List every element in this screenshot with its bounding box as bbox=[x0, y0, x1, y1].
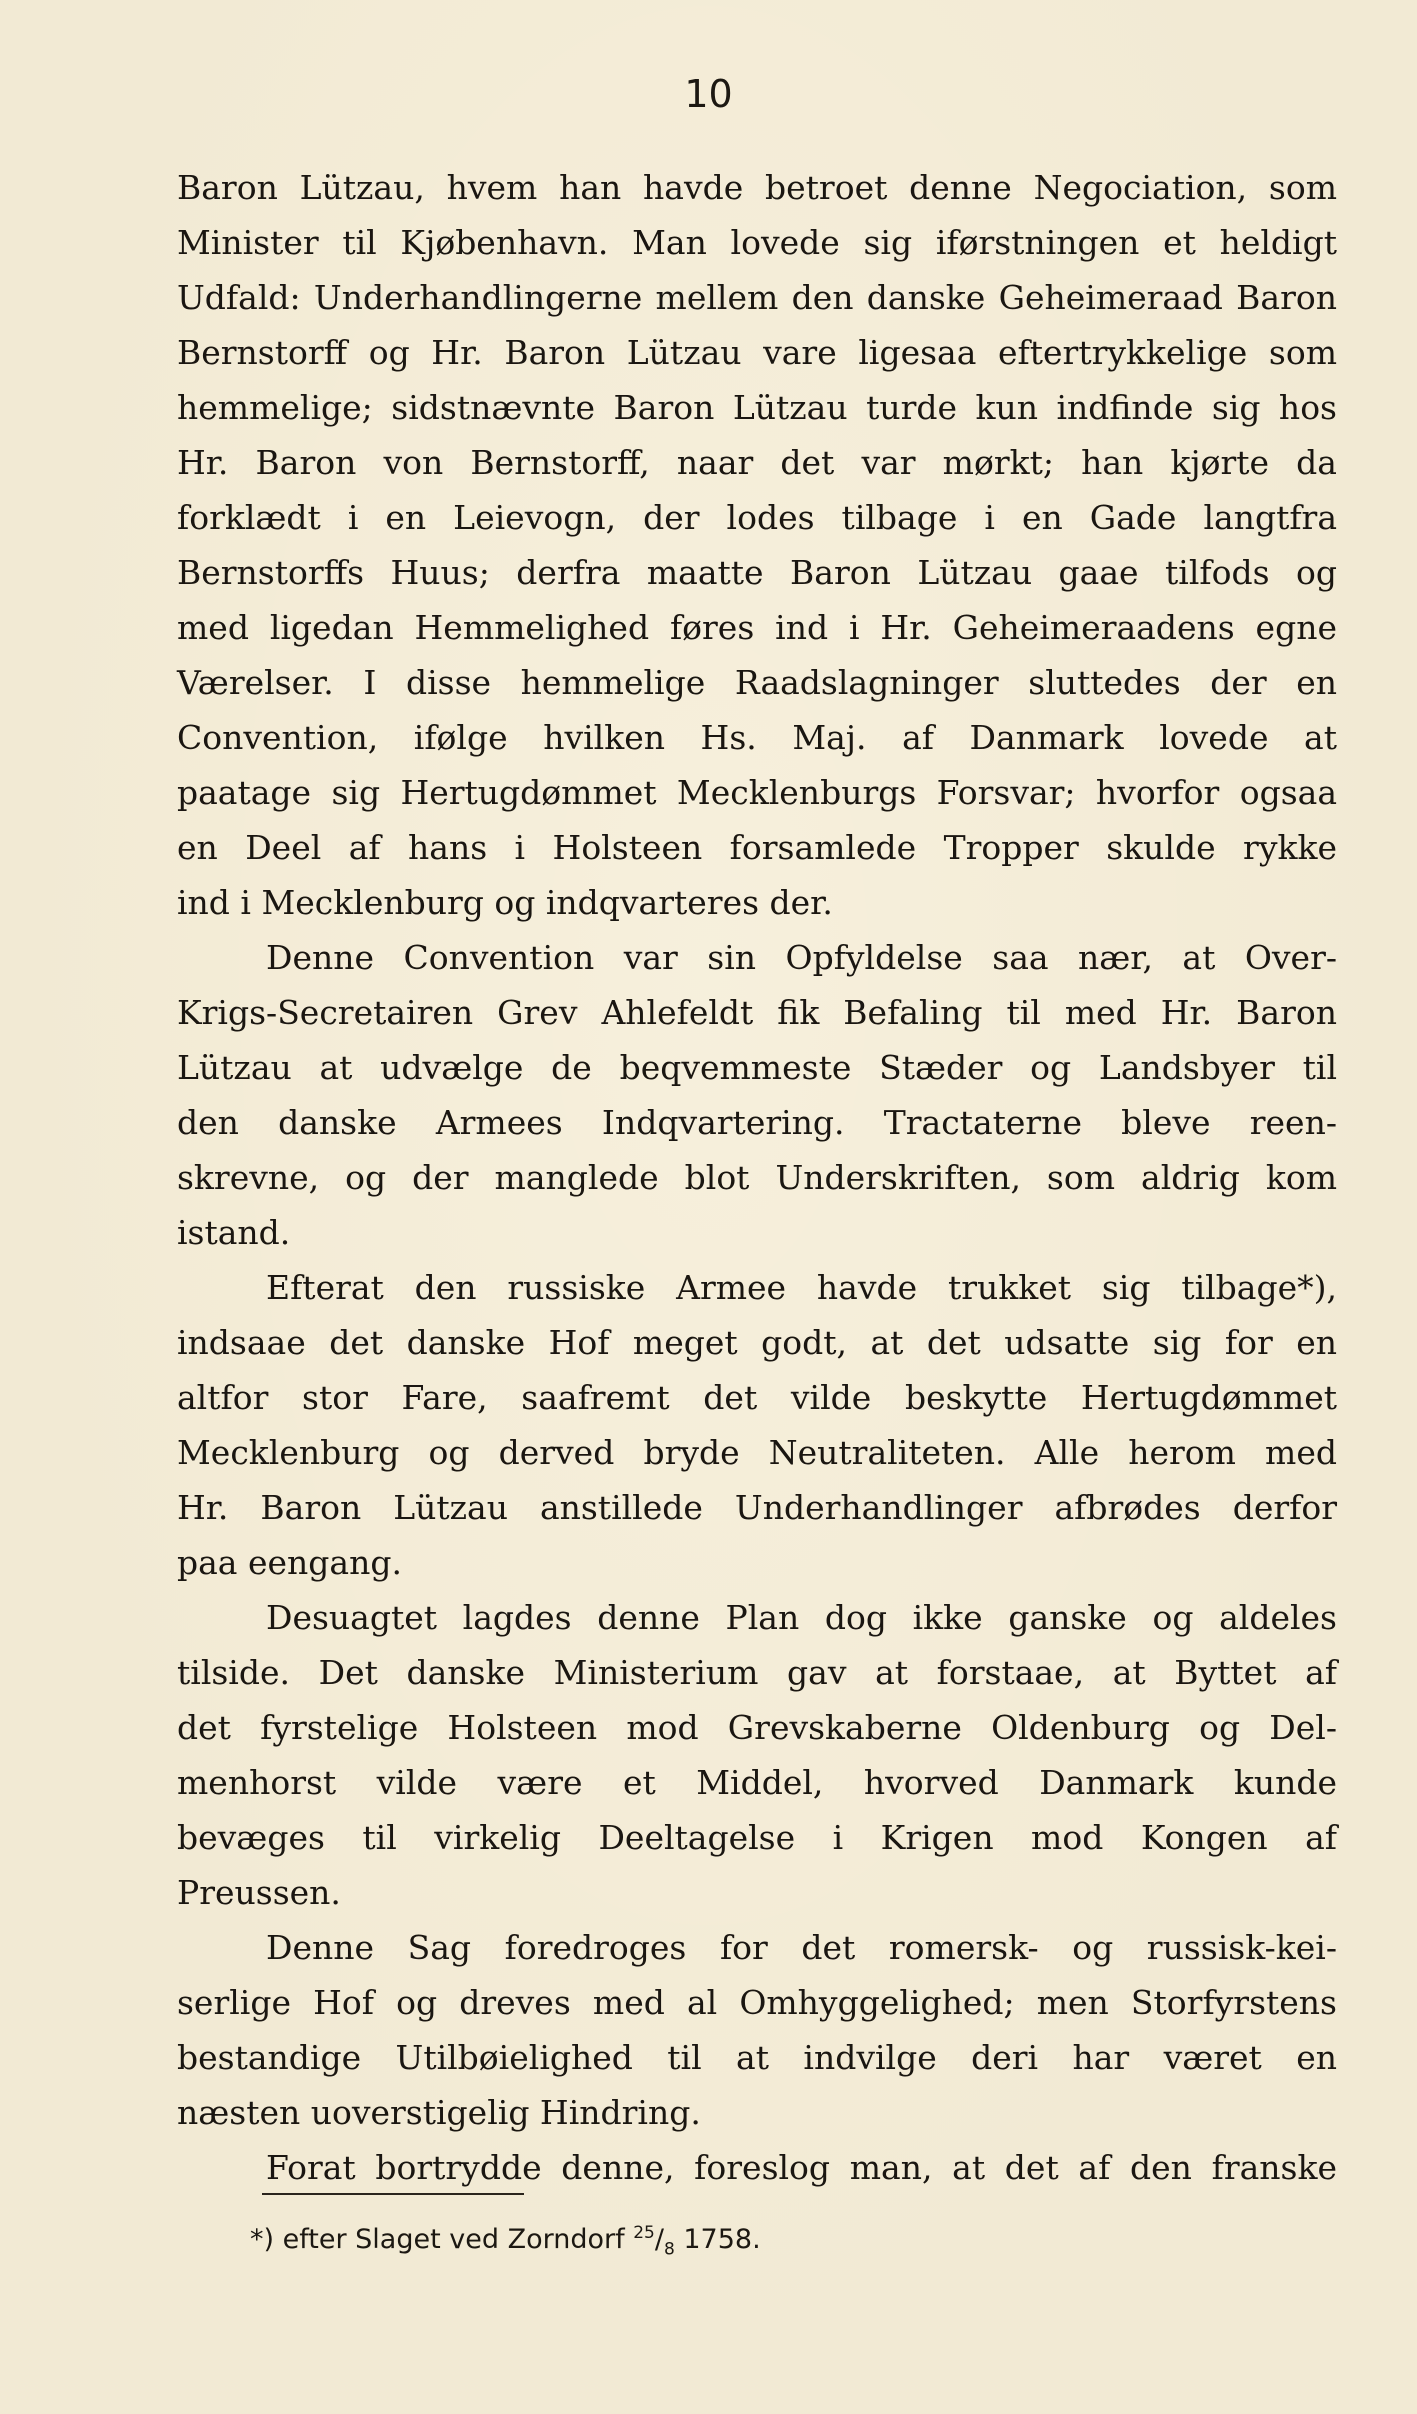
text-line: istand. bbox=[177, 1213, 291, 1252]
text-line: en Deel af hans i Holsteen forsamlede Tropper skulde rykke bbox=[177, 828, 1337, 867]
text-line: bestandige Utilbøielighed til at indvilge deri har været en bbox=[177, 2038, 1337, 2077]
footnote-text: efter Slaget ved Zorndorf bbox=[282, 2224, 625, 2255]
body-text bbox=[177, 160, 1337, 2195]
text-line: indsaae det danske Hof meget godt, at det udsatte sig for en bbox=[177, 1323, 1337, 1362]
text-line: Udfald: Underhandlingerne mellem den danske Geheimeraad Baron bbox=[177, 278, 1337, 317]
text-line: Baron Lützau, hvem han havde betroet denne Negociation, som bbox=[177, 168, 1337, 207]
footnote: *) efter Slaget ved Zorndorf $^{25}/_8$ 1758. bbox=[250, 2223, 761, 2260]
text-line: næsten uoverstigelig Hindring. bbox=[177, 2093, 701, 2132]
text-line: Bernstorff og Hr. Baron Lützau vare ligesaa eftertrykkelige som bbox=[177, 333, 1337, 372]
footnote-date-num: 25 bbox=[633, 2223, 655, 2243]
text-line: Lützau at udvælge de beqvemmeste Stæder og Landsbyer til bbox=[177, 1048, 1337, 1087]
text-line: Preussen. bbox=[177, 1873, 341, 1912]
text-line: Denne Sag foredroges for det romersk- og russisk-kei- bbox=[266, 1928, 1337, 1967]
footnote-marker: *) bbox=[250, 2224, 275, 2255]
text-line: Hr. Baron Lützau anstillede Underhandlinger afbrødes derfor bbox=[177, 1488, 1337, 1527]
text-line: Forat bortrydde denne, foreslog man, at det af den franske bbox=[266, 2148, 1337, 2187]
text-line: ind i Mecklenburg og indqvarteres der. bbox=[177, 883, 833, 922]
text-line: Krigs-Secretairen Grev Ahlefeldt fik Befaling til med Hr. Baron bbox=[177, 993, 1337, 1032]
text-line: hemmelige; sidstnævnte Baron Lützau turde kun indfinde sig hos bbox=[177, 388, 1337, 427]
text-line: Værelser. I disse hemmelige Raadslagninger sluttedes der en bbox=[177, 663, 1337, 702]
text-line: Efterat den russiske Armee havde trukket sig tilbage*), bbox=[266, 1268, 1337, 1307]
text-line: Desuagtet lagdes denne Plan dog ikke ganske og aldeles bbox=[266, 1598, 1337, 1637]
text-line: skrevne, og der manglede blot Underskriften, som aldrig kom bbox=[177, 1158, 1337, 1197]
text-line: bevæges til virkelig Deeltagelse i Krigen mod Kongen af bbox=[177, 1818, 1337, 1857]
text-line: Mecklenburg og derved bryde Neutraliteten. Alle herom med bbox=[177, 1433, 1337, 1472]
text-line: forklædt i en Leievogn, der lodes tilbage i en Gade langtfra bbox=[177, 498, 1337, 537]
text-line: den danske Armees Indqvartering. Tractaterne bleve reen- bbox=[177, 1103, 1337, 1142]
text-line: menhorst vilde være et Middel, hvorved Danmark kunde bbox=[177, 1763, 1337, 1802]
text-line: med ligedan Hemmelighed føres ind i Hr. Geheimeraadens egne bbox=[177, 608, 1337, 647]
text-line: Convention, ifølge hvilken Hs. Maj. af Danmark lovede at bbox=[177, 718, 1337, 757]
text-line: det fyrstelige Holsteen mod Grevskaberne Oldenburg og Del- bbox=[177, 1708, 1337, 1747]
text-line: Bernstorffs Huus; derfra maatte Baron Lützau gaae tilfods og bbox=[177, 553, 1337, 592]
page-number: 10 bbox=[684, 72, 733, 116]
text-line: paa eengang. bbox=[177, 1543, 402, 1582]
text-line: Minister til Kjøbenhavn. Man lovede sig iførstningen et heldigt bbox=[177, 223, 1337, 262]
text-line: altfor stor Fare, saafremt det vilde beskytte Hertugdømmet bbox=[177, 1378, 1337, 1417]
text-line: tilside. Det danske Ministerium gav at forstaae, at Byttet af bbox=[177, 1653, 1337, 1692]
text-line: serlige Hof og dreves med al Omhyggelighed; men Storfyrstens bbox=[177, 1983, 1337, 2022]
footnote-year: 1758. bbox=[683, 2224, 761, 2255]
text-line: paatage sig Hertugdømmet Mecklenburgs Forsvar; hvorfor ogsaa bbox=[177, 773, 1337, 812]
text-line: Hr. Baron von Bernstorff, naar det var mørkt; han kjørte da bbox=[177, 443, 1337, 482]
text-line: Denne Convention var sin Opfyldelse saa nær, at Over- bbox=[266, 938, 1337, 977]
footnote-date-den: 8 bbox=[663, 2239, 675, 2260]
footnote-rule bbox=[262, 2193, 524, 2195]
